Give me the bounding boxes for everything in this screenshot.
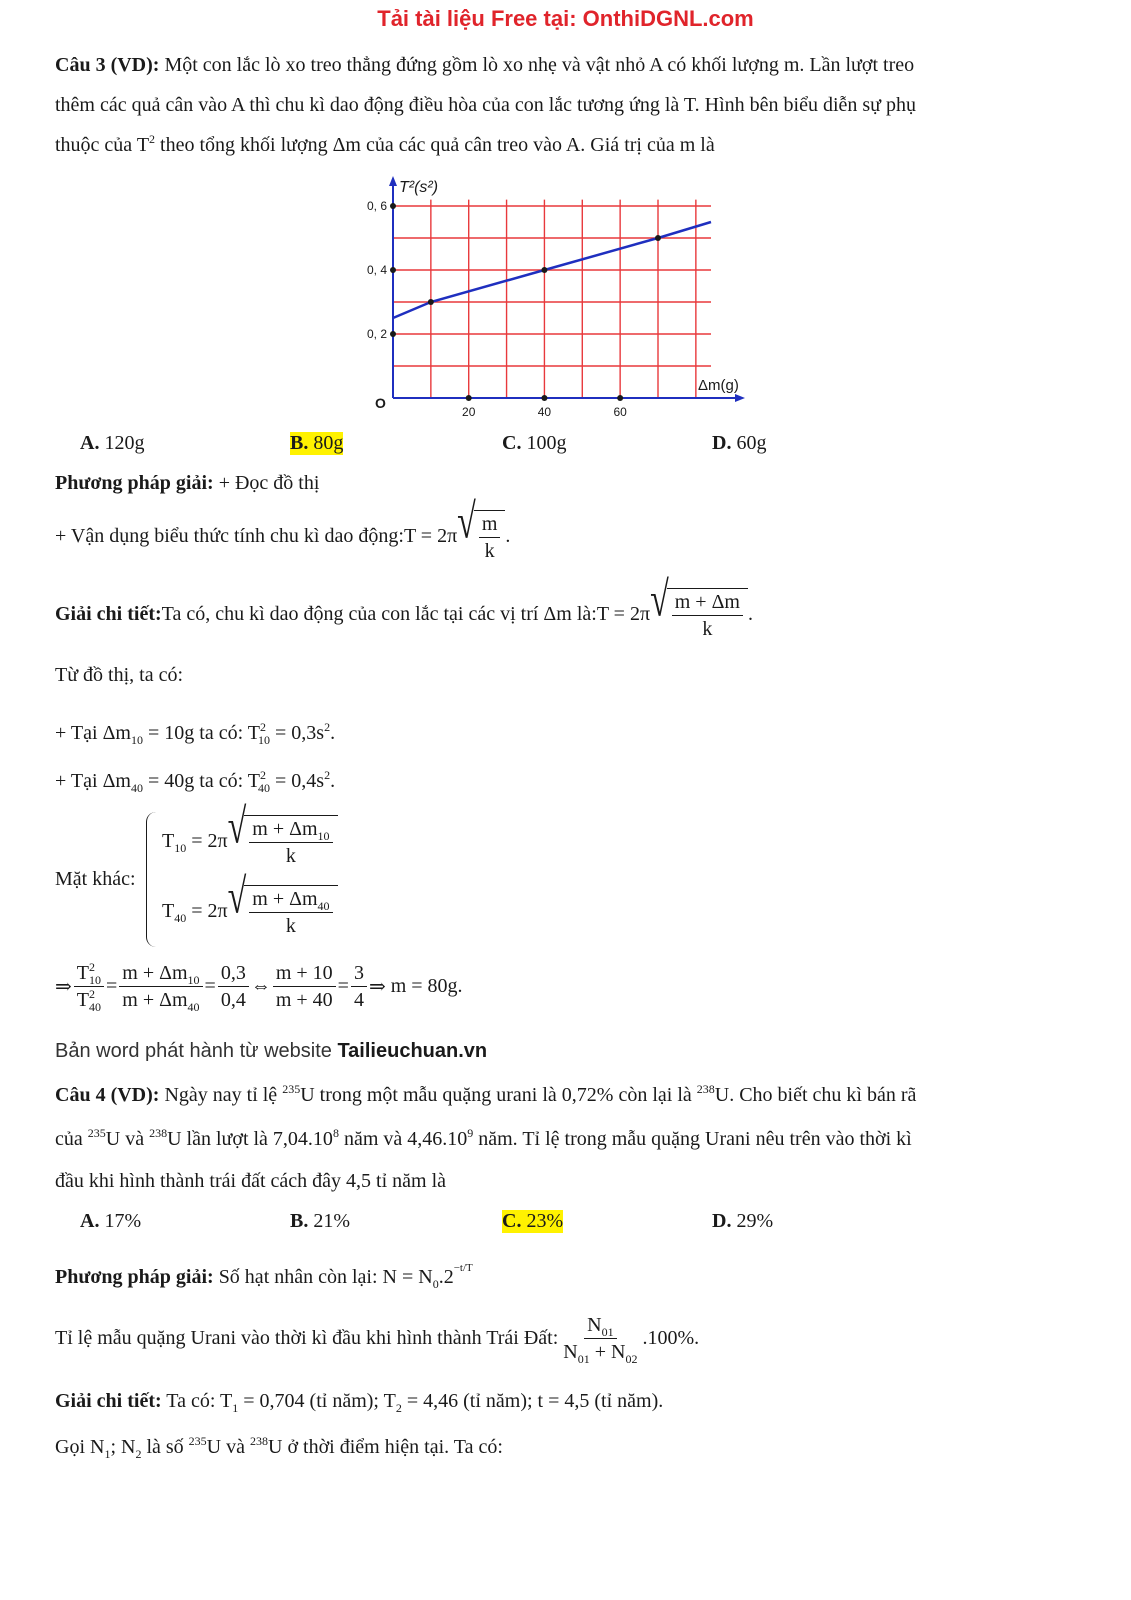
q3-final: ⇒ $\frac{T^2_{10}}{T^2_{40}}$ = $\frac{m + \Delta m_{10}}{m + \Delta m_{40}}$ = $\frac{0,3}{0,4}$ ⇔ $\frac{m + 10}{m + 40}$ = $\frac{3}{4}$ ⇒ m = 80g . [55, 960, 463, 1014]
q3-from-graph: Từ đồ thị, ta có: [55, 664, 184, 686]
q3-option-d[interactable]: D. 60g [712, 432, 767, 454]
q4-line-1: Câu 4 (VD): Ngày nay tỉ lệ $^{235}$U trong một mẫu quặng urani là 0,72% còn lại là $^{238}$U. Cho biết chu kì bán rã [55, 1082, 917, 1106]
system-eq-1: $T_{10} = 2\pi$ √ $\frac{m + \Delta m_{10}}{k}$ [162, 815, 338, 867]
q3-point-10: + Tại $\Delta m_{10} = 10g$ ta có: $T^2_{10} = 0,3s^2$. [55, 720, 336, 747]
y-axis-label: T²(s²) [399, 179, 439, 196]
q3-option-c[interactable]: C. 100g [502, 432, 567, 454]
q3-text-2: thêm các quả cân vào A thì chu kì dao động điều hòa của con lắc tương ứng là T. Hình bên biểu diễn sự phụ [55, 94, 917, 116]
data-point [541, 267, 547, 273]
q4-option-c[interactable]: C. 23% [502, 1210, 564, 1232]
q3-detail: Giải chi tiết: Ta có, chu kì dao động của con lắc tại các vị trí Δm là: T = 2π √ $\frac{m + \Delta m}{k}$ . [55, 573, 753, 640]
x-tick-dot [466, 395, 472, 401]
q3-label: Câu 3 (VD): [55, 54, 160, 76]
system-eq-2: $T_{40} = 2\pi$ √ $\frac{m + \Delta m_{40}}{k}$ [162, 885, 338, 937]
q4-detail: Giải chi tiết: Ta có: $T_1 = 0,704$ (tỉ năm); $T_2 = 4,46$ (tỉ năm); t = 4,5 (tỉ năm). [55, 1390, 664, 1415]
origin-label: O [375, 395, 386, 411]
q3-method: Phương pháp giải: + Đọc đồ thị [55, 472, 320, 494]
y-tick-dot [390, 267, 396, 273]
q3-text-1: Một con lắc lò xo treo thẳng đứng gồm lò xo nhẹ và vật nhỏ A có khối lượng m. Lần lượt treo [159, 54, 915, 76]
download-banner[interactable]: Tải tài liệu Free tại: OnthiDGNL.com [377, 6, 754, 31]
x-axis-arrow [735, 394, 745, 402]
y-tick-label: 0, 2 [366, 327, 387, 341]
q4-option-a[interactable]: A. 17% [80, 1210, 142, 1232]
q3-line-1 [55, 54, 914, 77]
chart-axes [389, 176, 745, 402]
y-tick-label: 0, 6 [366, 199, 387, 213]
t2-vs-mass-chart [355, 172, 775, 422]
q3-other: Mặt khác: [55, 868, 136, 890]
q4-option-b[interactable]: B. 21% [290, 1210, 351, 1232]
chart-labels [367, 179, 739, 419]
sqrt-formula: √ $\frac{m}{k}$ [457, 510, 505, 562]
data-point [428, 299, 434, 305]
q4-method: Phương pháp giải: Số hạt nhân còn lại: $N = N_0.2^{-t/T}$ [55, 1262, 473, 1291]
y-axis-arrow [389, 176, 397, 186]
q3-line-3: thuộc của $T^2$ theo tổng khối lượng Δm của các quả cân treo vào A. Giá trị của m là [55, 132, 715, 156]
q3-text-3b: theo tổng khối lượng Δm của các quả cân treo vào A. Giá trị của m là [155, 134, 715, 156]
y-tick-label: 0, 4 [366, 263, 387, 277]
q4-last: Gọi $N_1$; $N_2$ là số $^{235}$U và $^{238}$U ở thời điểm hiện tại. Ta có: [55, 1434, 503, 1461]
y-tick-dot [390, 203, 396, 209]
x-tick-dot [541, 395, 547, 401]
q4-line-3: đầu khi hình thành trái đất cách đây 4,5 tỉ năm là [55, 1170, 446, 1192]
q3-method-2: + Vận dụng biểu thức tính chu kì dao động: T = 2π √ $\frac{m}{k}$ . [55, 495, 511, 562]
q3-option-b[interactable]: B. 80g [290, 432, 344, 454]
q4-ratio: Tỉ lệ mẫu quặng Urani vào thời kì đầu khi hình thành Trái Đất: $\frac{N_{01}}{N_{01} + N_{02}}$ .100%. [55, 1314, 700, 1366]
q3-option-a[interactable]: A. 120g [80, 432, 145, 454]
system-brace [146, 812, 161, 947]
x-tick-label: 40 [537, 405, 552, 419]
y-tick-dot [390, 331, 396, 337]
x-axis-label: Δm(g) [698, 377, 739, 394]
q3-text-3a: thuộc của [55, 134, 137, 156]
website-note[interactable]: Bản word phát hành từ website Tailieuchuan.vn [55, 1040, 488, 1062]
q3-point-40: + Tại $\Delta m_{40} = 40g$ ta có: $T^2_{40} = 0,4s^2$. [55, 768, 336, 795]
q4-option-d[interactable]: D. 29% [712, 1210, 774, 1232]
x-tick-label: 20 [462, 405, 476, 419]
x-tick-dot [617, 395, 623, 401]
q3-line-2 [55, 94, 916, 117]
q4-line-2: của $^{235}$U và $^{238}$U lần lượt là 7,04.10$^8$ năm và 4,46.10$^9$ năm. Tỉ lệ trong mẫu quặng Urani nêu trên vào thời kì [55, 1126, 912, 1150]
data-point [655, 235, 661, 241]
x-tick-label: 60 [613, 405, 627, 419]
